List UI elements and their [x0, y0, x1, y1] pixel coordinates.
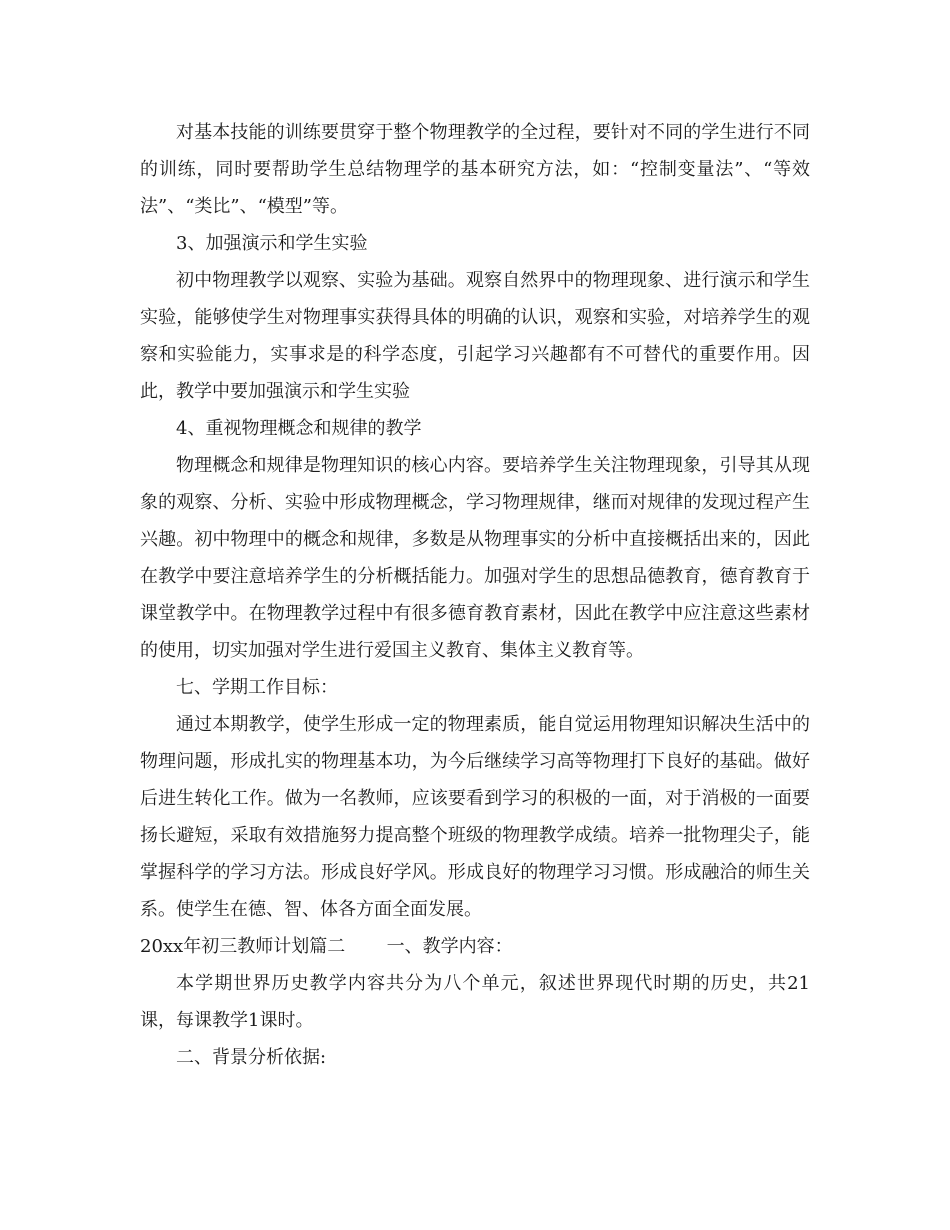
paragraph-history-content: 本学期世界历史教学内容共分为八个单元，叙述世界现代时期的历史，共21课，每课教学1课时。 — [140, 973, 810, 1031]
section-title: 20xx年初三教师计划篇二 — [140, 936, 346, 957]
heading-strengthen-experiments: 3、加强演示和学生实验 — [176, 233, 368, 254]
paragraph-concepts: 物理概念和规律是物理知识的核心内容。要培养学生关注物理现象，引导其从现象的观察、分析、实验中形成物理概念，学习物理规律，继而对规律的发现过程产生兴趣。初中物理中的概念和规律，多数是从物理事实的分析中直接概括出来的，因此在教学中要注意培养学生的分析概括能力。加强对学生的思想品德教育，德育教育于课堂教学中。在物理教学过程中有很多德育教育素材，因此在教学中应注意这些素材的使用，切实加强对学生进行爱国主义教育、集体主义教育等。 — [140, 455, 810, 661]
section-subheading: 一、教学内容： — [386, 936, 513, 957]
document-body — [140, 114, 810, 1076]
paragraph-goals: 通过本期教学，使学生形成一定的物理素质，能自觉运用物理知识解决生活中的物理问题，形成扎实的物理基本功，为今后继续学习高等物理打下良好的基础。做好后进生转化工作。做为一名教师，应该要看到学习的积极的一面，对于消极的一面要扬长避短，采取有效措施努力提高整个班级的物理教学成绩。培养一批物理尖子，能掌握科学的学习方法。形成良好学风。形成良好的物理学习习惯。形成融洽的师生关系。使学生在德、智、体各方面全面发展。 — [140, 714, 810, 920]
paragraph-skills-training: 对基本技能的训练要贯穿于整个物理教学的全过程，要针对不同的学生进行不同的训练，同时要帮助学生总结物理学的基本研究方法，如：“控制变量法”、“等效法”、“类比”、“模型”等。 — [140, 122, 810, 217]
heading-concepts-and-laws: 4、重视物理概念和规律的教学 — [176, 418, 422, 439]
heading-background-analysis: 二、背景分析依据: — [176, 1047, 327, 1068]
heading-semester-goals: 七、学期工作目标： — [176, 677, 338, 698]
section-title-line — [140, 928, 810, 965]
paragraph-experiments: 初中物理教学以观察、实验为基础。观察自然界中的物理现象、进行演示和学生实验，能够使学生对物理事实获得具体的明确的认识，观察和实验，对培养学生的观察和实验能力，实事求是的科学态度，引起学习兴趣都有不可替代的重要作用。因此，教学中要加强演示和学生实验 — [140, 270, 810, 402]
